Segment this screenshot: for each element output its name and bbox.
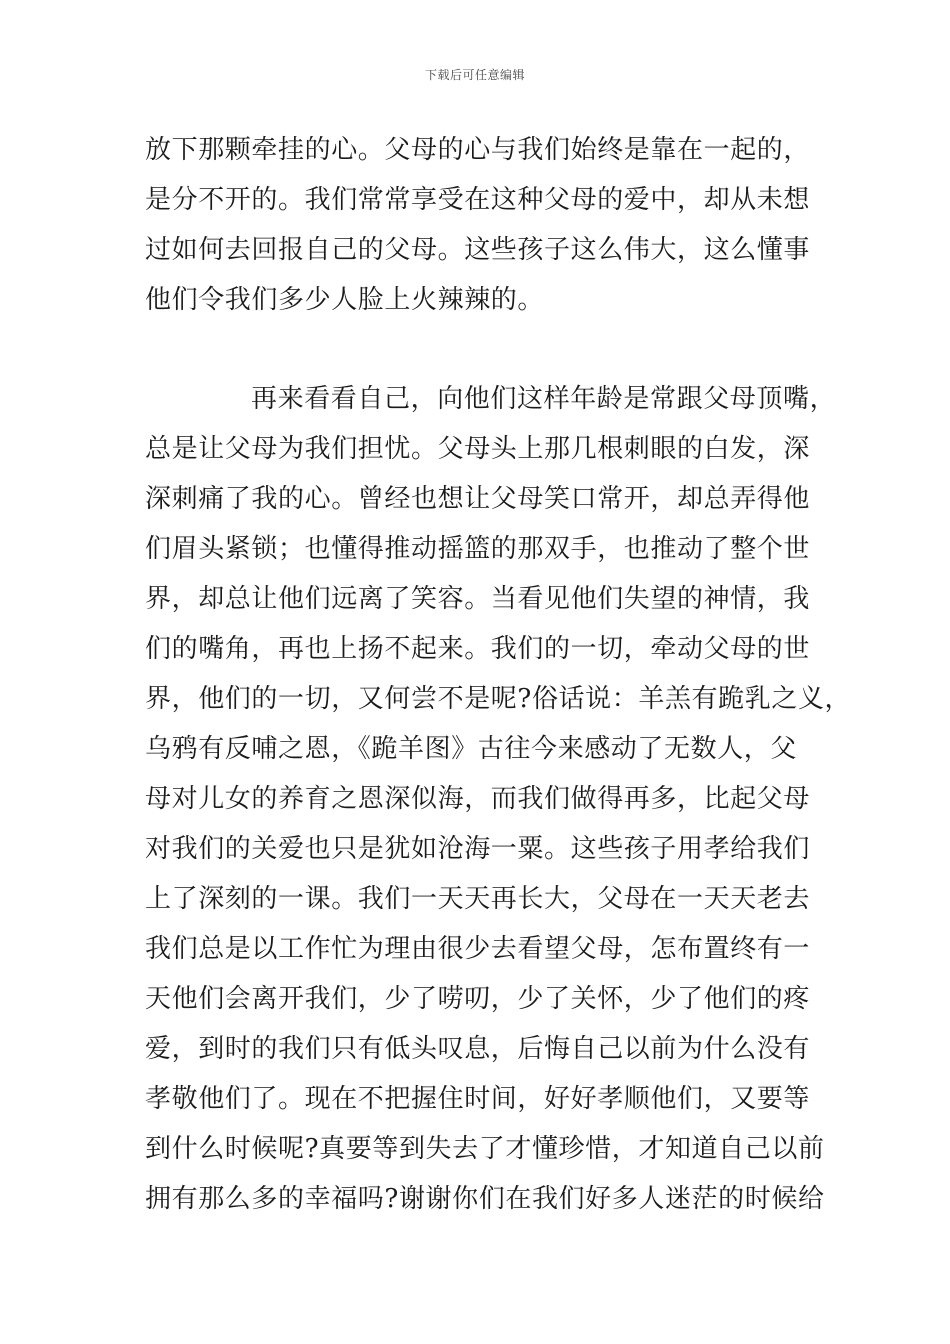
- paragraph-1-line-4: 他们令我们多少人脸上火辣辣的。: [145, 285, 545, 315]
- paragraph-2-line-7: 界，他们的一切，又何尝不是呢?俗话说：羊羔有跪乳之义，: [145, 684, 852, 714]
- paragraph-2-line-11: 上了深刻的一课。我们一天天再长大，父母在一天天老去: [145, 884, 811, 914]
- paragraph-2-line-6: 们的嘴角，再也上扬不起来。我们的一切，牵动父母的世: [145, 634, 811, 664]
- paragraph-2-line-2: 总是让父母为我们担忧。父母头上那几根刺眼的白发，深: [145, 434, 811, 464]
- paragraph-2-line-8: 乌鸦有反哺之恩，《跪羊图》古往今来感动了无数人，父: [145, 734, 798, 764]
- paragraph-2-line-1: 再来看看自己，向他们这样年龄是常跟父母顶嘴，: [251, 384, 837, 414]
- paragraph-2-line-14: 爱，到时的我们只有低头叹息，后悔自己以前为什么没有: [145, 1034, 811, 1064]
- paragraph-2-line-10: 对我们的关爱也只是犹如沧海一粟。这些孩子用孝给我们: [145, 834, 811, 864]
- paragraph-1-line-3: 过如何去回报自己的父母。这些孩子这么伟大，这么懂事: [145, 235, 811, 265]
- paragraph-2-line-17: 拥有那么多的幸福吗?谢谢你们在我们好多人迷茫的时候给: [145, 1184, 825, 1214]
- paragraph-2-line-15: 孝敬他们了。现在不把握住时间，好好孝顺他们，又要等: [145, 1084, 811, 1114]
- paragraph-2-line-4: 们眉头紧锁；也懂得推动摇篮的那双手，也推动了整个世: [145, 534, 811, 564]
- paragraph-2-line-3: 深刺痛了我的心。曾经也想让父母笑口常开，却总弄得他: [145, 484, 811, 514]
- paragraph-2-line-16: 到什么时候呢?真要等到失去了才懂珍惜，才知道自己以前: [145, 1134, 825, 1164]
- paragraph-2-line-5: 界，却总让他们远离了笑容。当看见他们失望的神情，我: [145, 584, 811, 614]
- paragraph-1-line-1: 放下那颗牵挂的心。父母的心与我们始终是靠在一起的，: [145, 135, 811, 165]
- page-header: 下载后可任意编辑: [424, 68, 525, 82]
- paragraph-2-line-9: 母对儿女的养育之恩深似海，而我们做得再多，比起父母: [145, 784, 811, 814]
- paragraph-1-line-2: 是分不开的。我们常常享受在这种父母的爱中，却从未想: [145, 185, 811, 215]
- paragraph-2-line-12: 我们总是以工作忙为理由很少去看望父母，怎布置终有一: [145, 934, 811, 964]
- paragraph-2-line-13: 天他们会离开我们，少了唠叨，少了关怀，少了他们的疼: [145, 984, 811, 1014]
